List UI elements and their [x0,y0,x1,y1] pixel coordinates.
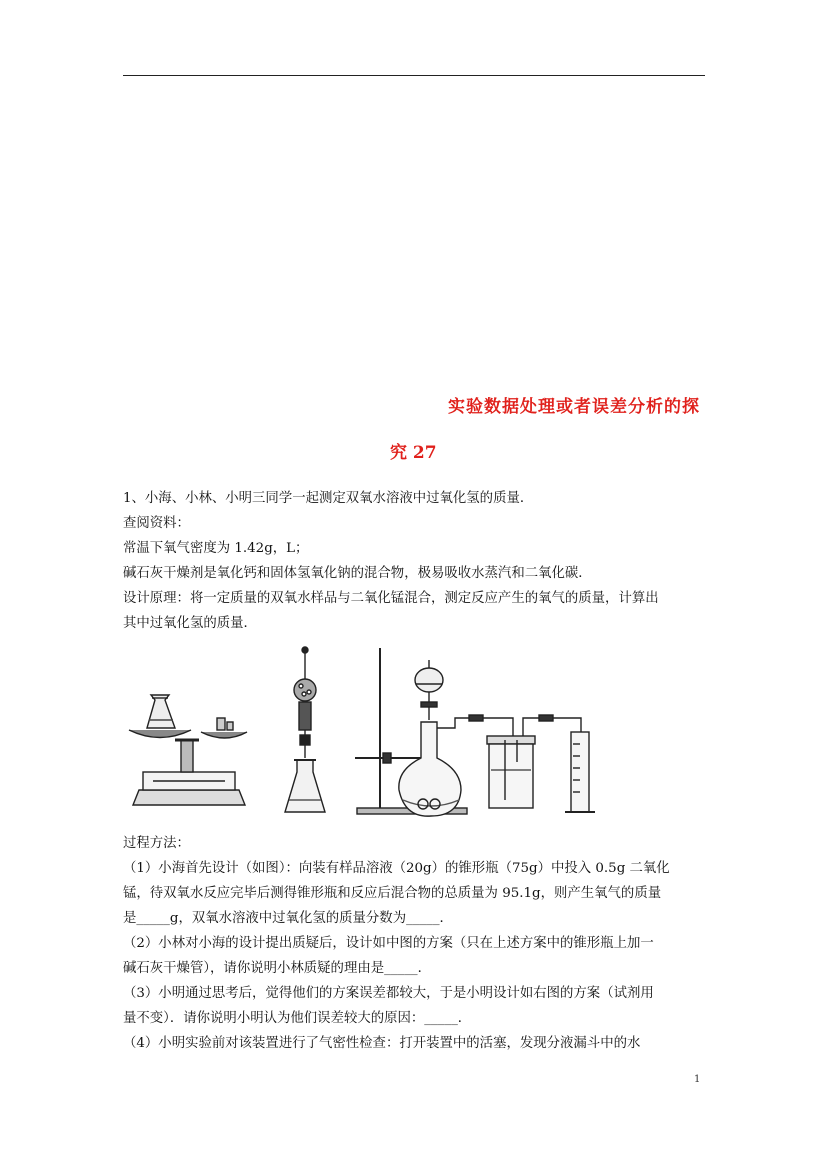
reference-oxygen-density: 常温下氧气密度为 1.42g，L； [123,541,309,556]
reference-soda-lime: 碱石灰干燥剂是氧化钙和固体氢氧化钠的混合物，极易吸收水蒸汽和二氧化碳． [123,566,592,581]
page-number: 1 [694,1074,701,1085]
ring-stand-apparatus [355,648,595,816]
question-part-3-continued: 量不变）．请你说明小明认为他们误差较大的原因：_____． [123,1011,472,1026]
drying-tube-apparatus [285,647,325,812]
question-intro: 1、小海、小林、小明三同学一起测定双氧水溶液中过氧化氢的质量． [123,491,534,506]
question-part-1-blanks: 是_____g，双氧水溶液中过氧化氢的质量分数为_____． [123,911,453,926]
question-part-1-continued: 锰，待双氧水反应完毕后测得锥形瓶和反应后混合物的总质量为 95.1g，则产生氧气的质量 [123,886,662,901]
question-part-2-continued: 碱石灰干燥管），请你说明小林质疑的理由是_____． [123,961,431,976]
question-part-3: （3）小明通过思考后，觉得他们的方案误差都较大，于是小明设计如右图的方案（试剂用 [123,986,654,1001]
design-principle: 设计原理：将一定质量的双氧水样品与二氧化锰混合，测定反应产生的氧气的质量，计算出 [123,591,659,606]
page-title-continued: 究 27 [390,443,437,463]
design-principle-continued: 其中过氧化氢的质量． [123,616,257,631]
question-part-4: （4）小明实验前对该装置进行了气密性检查：打开装置中的活塞，发现分液漏斗中的水 [123,1036,641,1051]
page-title: 实验数据处理或者误差分析的探 [448,397,700,417]
header-rule [123,75,705,76]
question-part-2: （2）小林对小海的设计提出质疑后，设计如中图的方案（只在上述方案中的锥形瓶上加一 [123,936,654,951]
process-heading: 过程方法： [123,836,190,851]
balance-apparatus [129,695,247,805]
reference-heading: 查阅资料： [123,516,190,531]
question-part-1: （1）小海首先设计（如图）：向装有样品溶液（20g）的锥形瓶（75g）中投入 0.5g 二氧化 [123,861,670,876]
apparatus-figure [125,640,595,820]
